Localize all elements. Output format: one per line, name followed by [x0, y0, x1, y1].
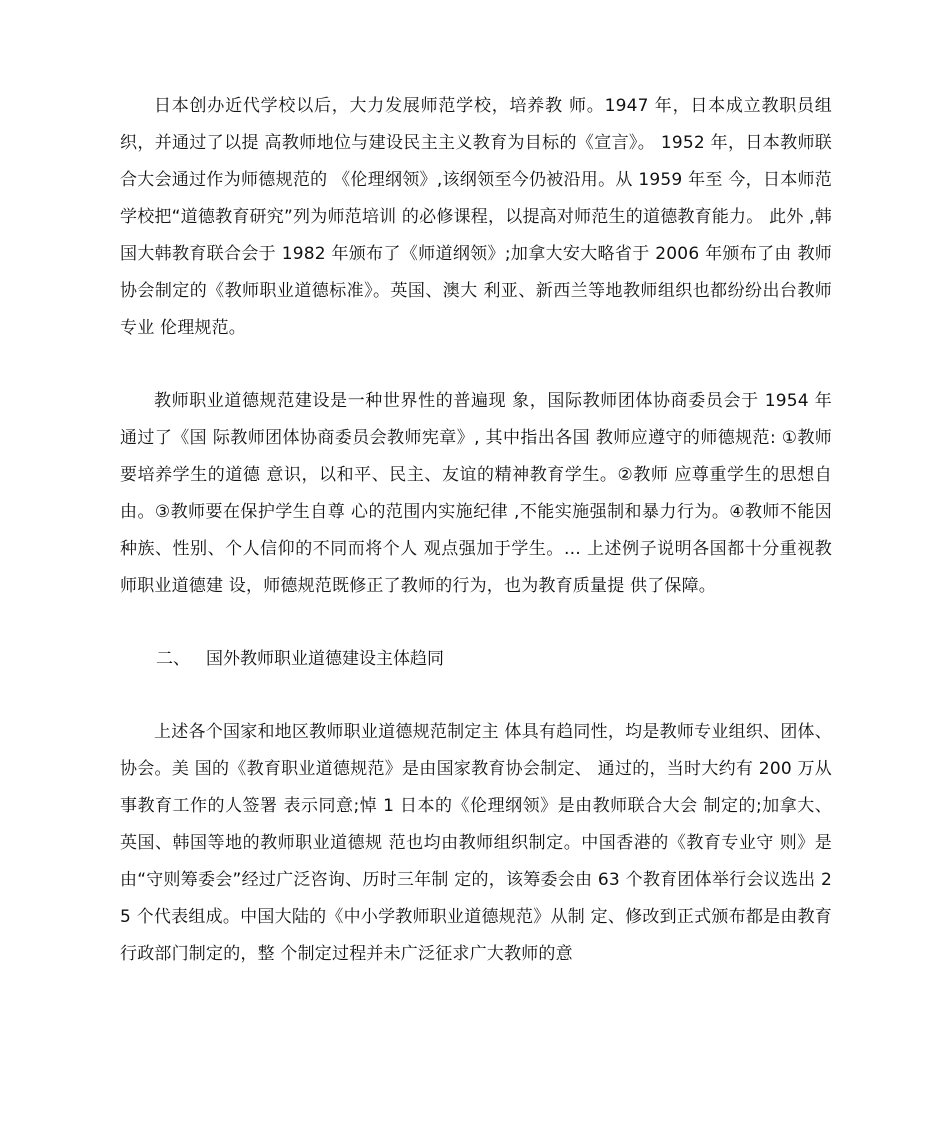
section-heading [120, 641, 832, 678]
paragraph-international-charter: 教师职业道德规范建设是一种世界性的普遍现 象，国际教师团体协商委员会于 1954 年通过了《国 际教师团体协商委员会教师宪章》, 其中指出各国 教师应遵守的师德规范: ①教师要培养学生的道德 意识，以和平、民主、友谊的精神教育学生。②教师 应尊重学生的思想自由。③教师要在保护学生自尊 心的范围内实施纪律 ,不能实施强制和暴力行为。④教师不能因种族、性别、个人信仰的不同而将个人 观点强加于学生。… 上述例子说明各国都十分重视教师职业道德建 设，师德规范既修正了教师的行为，也为教育质量提 供了保障。 [120, 391, 832, 596]
paragraph-japan: 日本创办近代学校以后，大力发展师范学校，培养教 师。1947 年，日本成立教职员组织，并通过了以提 高教师地位与建设民主主义教育为目标的《宣言》。 1952 年，日本教师联合大会通过作为师德规范的 《伦理纲领》,该纲领至今仍被沿用。从 1959 年至 今，日本师范学校把“道德教育研究”列为师范培训 的必修课程，以提高对师范生的道德教育能力。 此外 ,韩国大韩教育联合会于 1982 年颁布了《师道纲领》;加拿大安大略省于 2006 年颁布了由 教师协会制定的《教师职业道德标准》。英国、澳大 利亚、新西兰等地教师组织也都纷纷出台教师专业 伦理规范。 [120, 96, 832, 338]
section-title: 国外教师职业道德建设主体趋同 [206, 649, 444, 669]
paragraph-convergence: 上述各个国家和地区教师职业道德规范制定主 体具有趋同性，均是教师专业组织、团体、协会。美 国的《教育职业道德规范》是由国家教育协会制定、 通过的，当时大约有 200 万从事教育工作的人签署 表示同意;悼 1 日本的《伦理纲领》是由教师联合大会 制定的;加拿大、英国、韩国等地的教师职业道德规 范也均由教师组织制定。中国香港的《教育专业守 则》是由“守则筹委会”经过广泛咨询、历时三年制 定的，该筹委会由 63 个教育团体举行会议选出 25 个代表组成。中国大陆的《中小学教师职业道德规范》从制 定、修改到正式颁布都是由教育行政部门制定的，整 个制定过程并未广泛征求广大教师的意 [120, 722, 832, 964]
document-page [120, 88, 832, 973]
section-number: 二、 [156, 649, 190, 669]
